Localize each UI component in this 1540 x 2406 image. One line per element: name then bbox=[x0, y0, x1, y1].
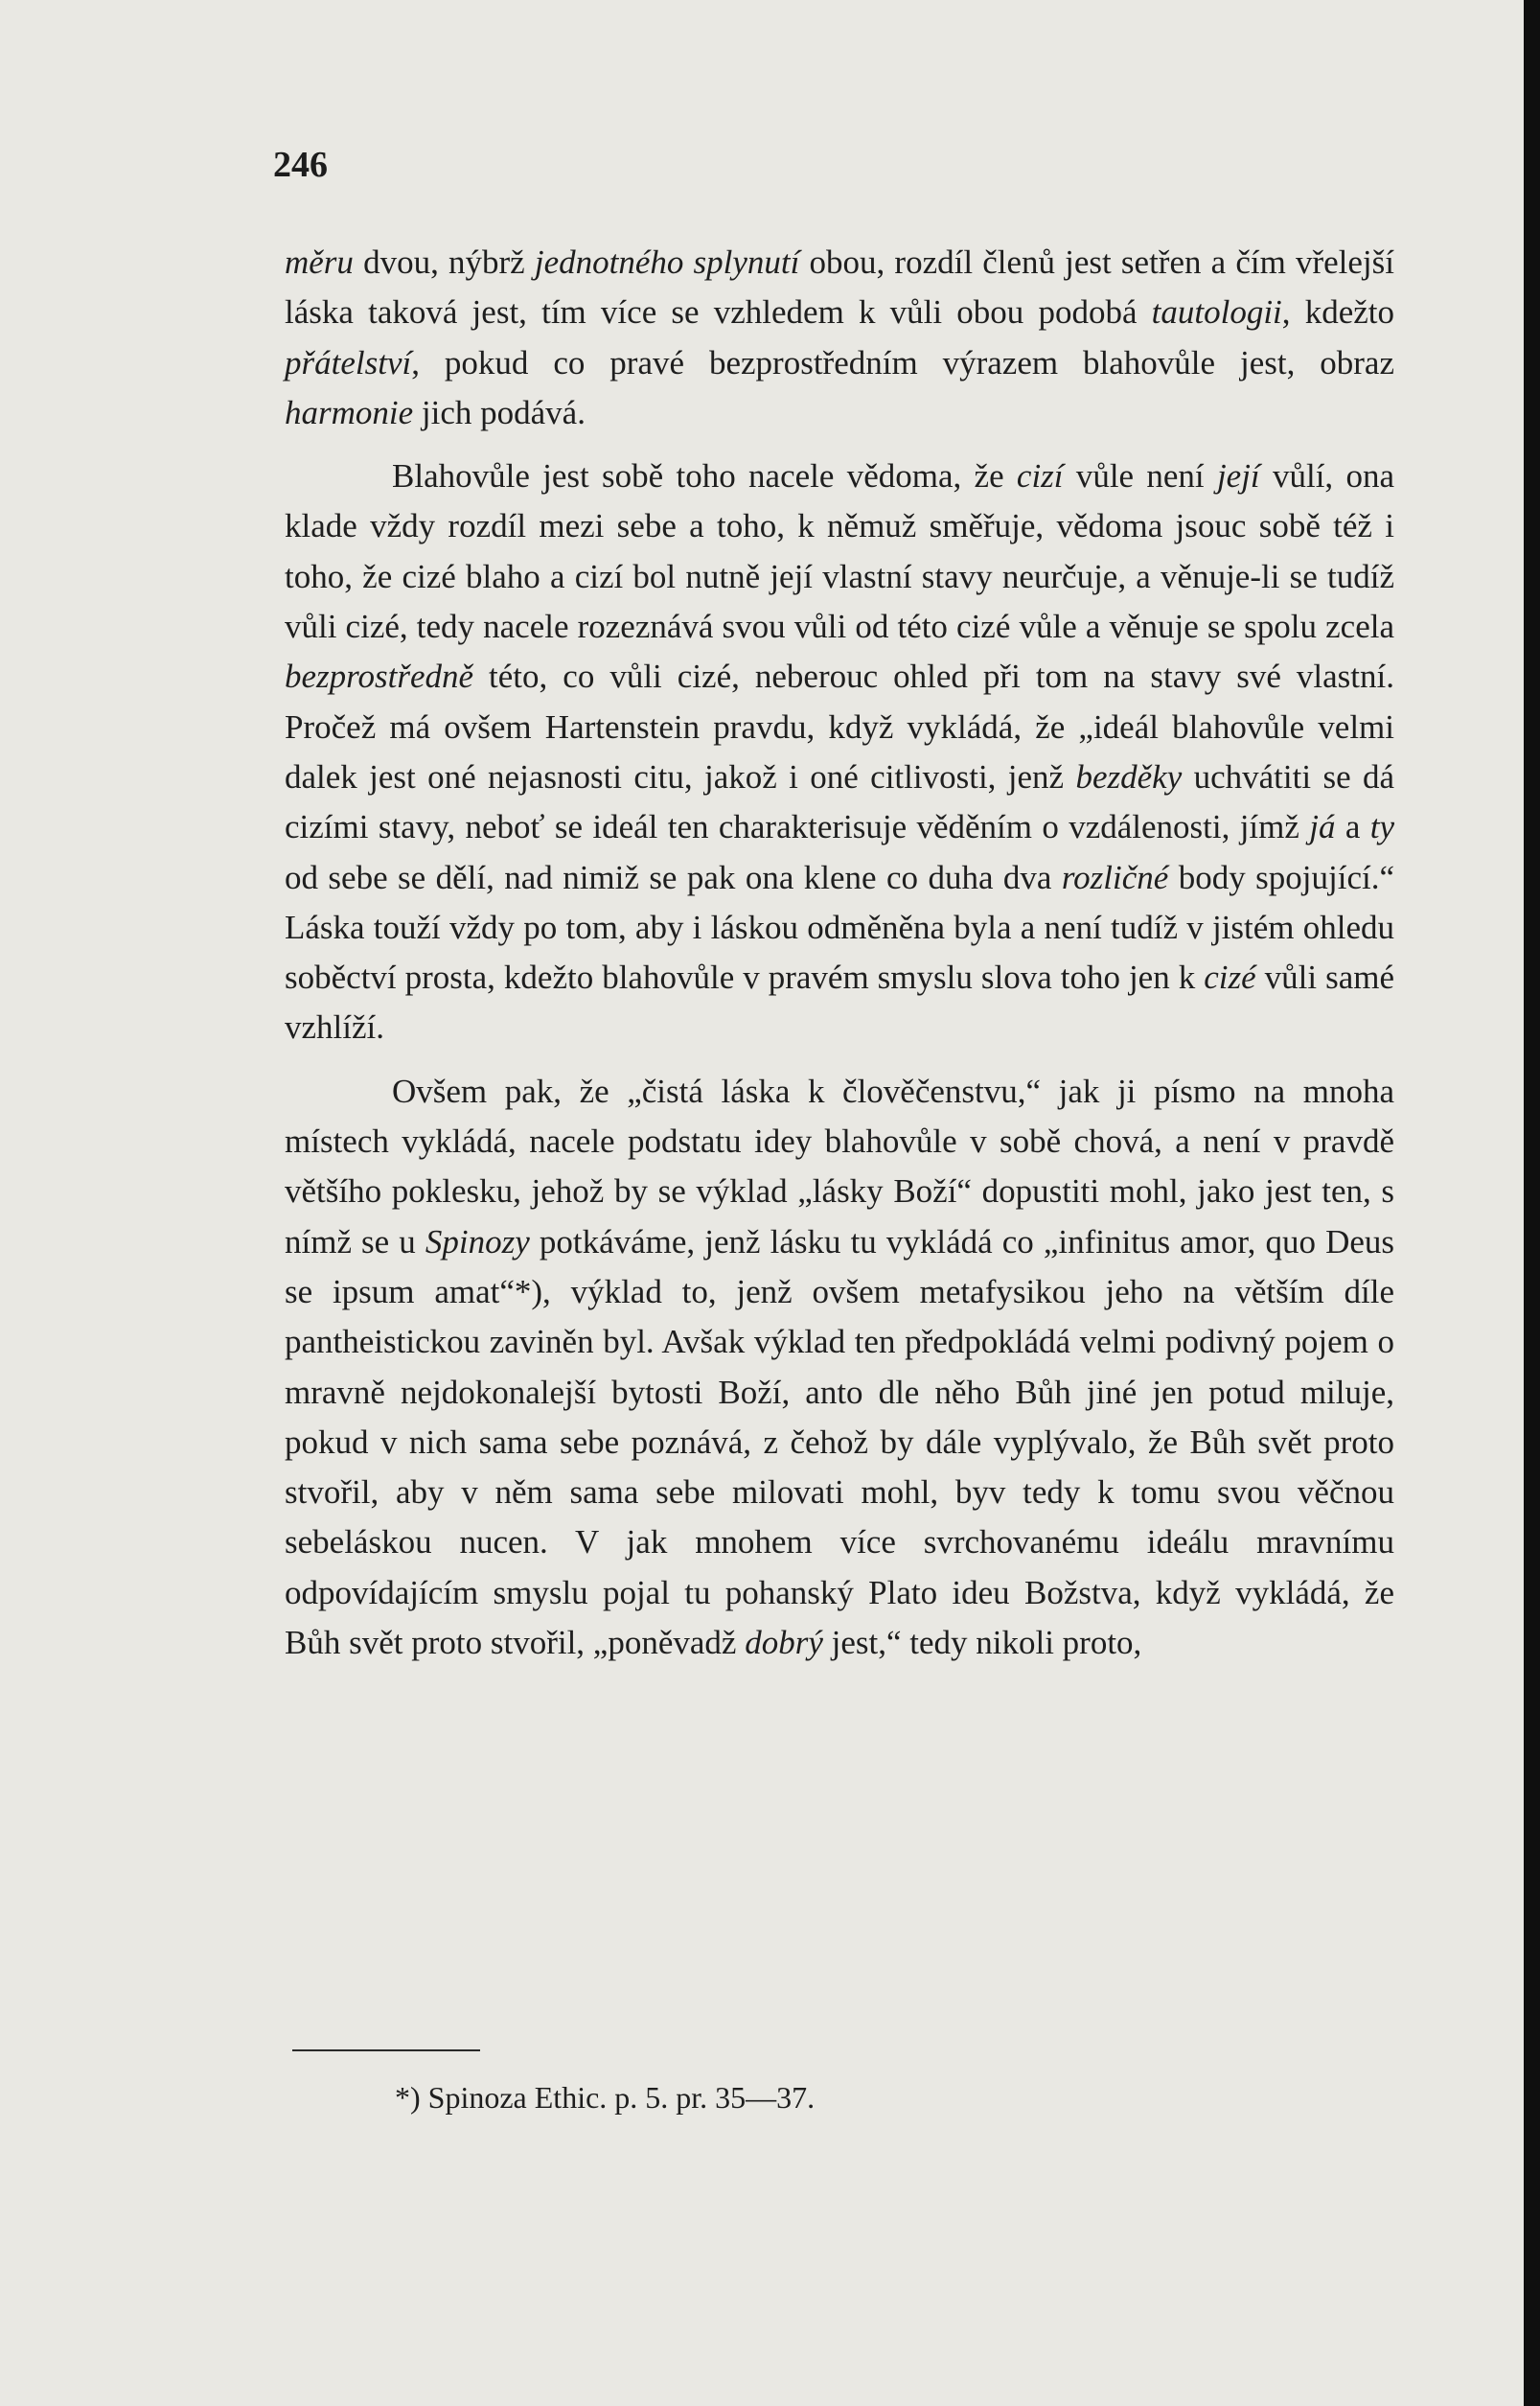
text-segment: body spojující.“ Láska touží vždy po tom, aby i láskou odměněna byla a není tudíž v jistém ohledu soběctví prosta, kdežto blahovůle v pravém smyslu slova toho jen k bbox=[285, 858, 1394, 997]
text-segment: od sebe se dělí, nad nimiž se pak ona klene co duha dva bbox=[285, 858, 1062, 896]
text-segment: , kdežto bbox=[1281, 293, 1395, 332]
paragraph bbox=[285, 451, 1394, 1053]
paragraph bbox=[285, 1067, 1394, 1669]
italic-text: já bbox=[1309, 808, 1336, 846]
text-segment: potkáváme, jenž lásku tu vykládá co „infinitus amor, quo Deus se ipsum amat“*), výklad to, jenž ovšem metafysikou jeho na větším díle pantheistickou zaviněn byl. Avšak výklad ten předpokládá velmi podivný pojem o mravně nejdokonalejší bytosti Boží, anto dle něho Bůh jiné jen potud miluje, pokud v nich sama sebe poznává, z čehož by dále vyplývalo, že Bůh svět proto stvořil, aby v něm sama sebe milovati mohl, byv tedy k tomu svou věčnou sebeláskou nucen. V jak mnohem více svrchovanému ideálu mravnímu odpovídajícím smyslu pojal tu pohanský Plato ideu Božstva, když vykládá, že Bůh svět proto stvořil, „poněvadž bbox=[285, 1222, 1395, 1662]
text-segment: této, co vůli cizé, neberouc ohled při tom na stavy své vlastní. Pročež má ovšem Hartenstein pravdu, když vykládá, že „ideál blahovůle velmi dalek jest oné nejasnosti citu, jakož i oné citlivosti, jenž bbox=[285, 658, 1394, 796]
italic-text: bezprostředně bbox=[285, 658, 474, 696]
text-segment: uchvátiti se dá cizími stavy, neboť se ideál ten charakterisuje věděním o vzdálenosti, jímž bbox=[285, 757, 1395, 846]
italic-text: cizí bbox=[1016, 457, 1064, 496]
italic-text: cizé bbox=[1204, 959, 1256, 997]
text-segment: Ovšem pak, že „čistá láska k člověčenstvu,“ jak ji písmo na mnoha místech vykládá, nacele podstatu idey blahovůle v sobě chová, a není v pravdě většího poklesku, jehož by se výklad „lásky Boží“ dopustiti mohl, jako jest ten, s nímž se u bbox=[285, 1072, 1394, 1261]
paragraph bbox=[285, 238, 1394, 438]
text-segment: vůlí, ona klade vždy rozdíl mezi sebe a toho, k němuž směřuje, vědoma jsouc sobě též i toho, že cizé blaho a cizí bol nutně její vlastní stavy neurčuje, a věnuje-li se tudíž vůli cizé, tedy nacele rozeznává svou vůli od této cizé vůle a věnuje se spolu zcela bbox=[285, 457, 1395, 646]
text-segment: jest,“ tedy nikoli proto, bbox=[822, 1624, 1142, 1662]
italic-text: ty bbox=[1369, 808, 1395, 846]
body-text bbox=[285, 238, 1394, 1681]
text-segment: Blahovůle jest sobě toho nacele vědoma, že bbox=[392, 457, 1017, 496]
italic-text: tautologii bbox=[1151, 293, 1282, 332]
text-segment: jich podává. bbox=[413, 393, 586, 431]
italic-text: rozličné bbox=[1061, 858, 1169, 896]
italic-text: jednotného splynutí bbox=[534, 243, 800, 281]
page-number: 246 bbox=[273, 145, 328, 185]
footnote-divider bbox=[292, 2049, 480, 2051]
text-segment: obou, rozdíl členů jest setřen a čím vřelejší láska taková jest, tím více se vzhledem k vůli obou podobá bbox=[285, 243, 1394, 332]
italic-text: její bbox=[1216, 457, 1260, 496]
italic-text: Spinozy bbox=[425, 1222, 530, 1261]
text-segment: a bbox=[1335, 808, 1370, 846]
footnote: *) Spinoza Ethic. p. 5. pr. 35—37. bbox=[395, 2080, 816, 2115]
text-segment: vůle není bbox=[1063, 457, 1217, 496]
scan-edge bbox=[1524, 0, 1540, 2406]
italic-text: dobrý bbox=[745, 1624, 823, 1662]
italic-text: bezděky bbox=[1075, 757, 1183, 796]
italic-text: měru bbox=[285, 243, 354, 281]
italic-text: harmonie bbox=[285, 393, 414, 431]
text-segment: , pokud co pravé bezprostředním výrazem blahovůle jest, obraz bbox=[411, 343, 1394, 382]
text-segment: vůli samé vzhlíží. bbox=[285, 959, 1394, 1047]
text-segment: dvou, nýbrž bbox=[353, 243, 535, 281]
italic-text: přátelství bbox=[285, 343, 412, 382]
